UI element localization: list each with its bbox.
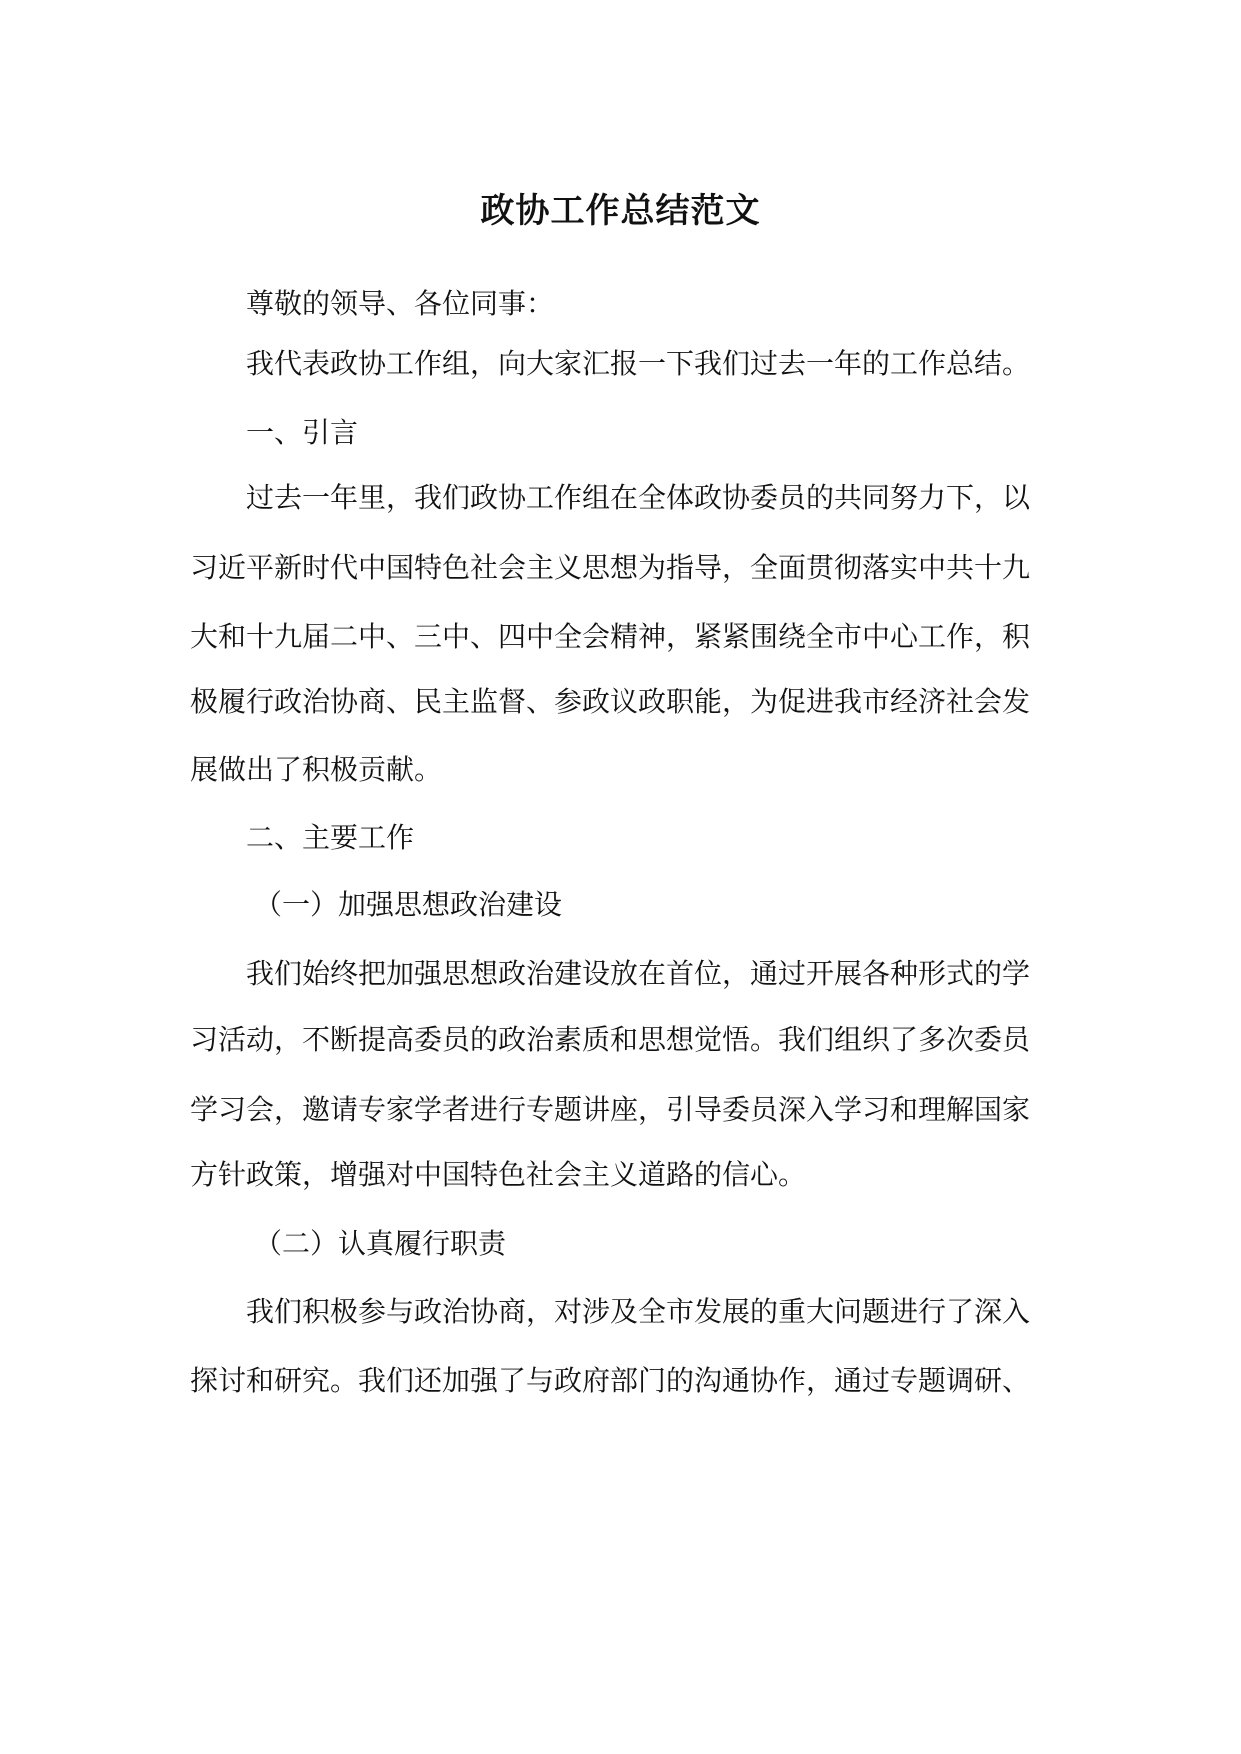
- paragraph-line: 习近平新时代中国特色社会主义思想为指导，全面贯彻落实中共十九: [190, 551, 1031, 584]
- paragraph-line: 过去一年里，我们政协工作组在全体政协委员的共同努力下，以: [246, 481, 1031, 514]
- paragraph-line: 我们积极参与政治协商，对涉及全市发展的重大问题进行了深入: [246, 1295, 1031, 1328]
- paragraph-line: 学习会，邀请专家学者进行专题讲座，引导委员深入学习和理解国家: [190, 1093, 1031, 1126]
- paragraph-line: 探讨和研究。我们还加强了与政府部门的沟通协作，通过专题调研、: [190, 1364, 1031, 1397]
- paragraph-line: 方针政策，增强对中国特色社会主义道路的信心。: [190, 1158, 807, 1191]
- paragraph-line: 我们始终把加强思想政治建设放在首位，通过开展各种形式的学: [246, 957, 1031, 990]
- paragraph-line: 习活动，不断提高委员的政治素质和思想觉悟。我们组织了多次委员: [190, 1023, 1031, 1056]
- paragraph-line: 大和十九届二中、三中、四中全会精神，紧紧围绕全市中心工作，积: [190, 620, 1031, 653]
- paragraph-line: 极履行政治协商、民主监督、参政议政职能，为促进我市经济社会发: [190, 685, 1031, 718]
- document-title: 政协工作总结范文: [480, 191, 761, 231]
- intro-line: 我代表政协工作组，向大家汇报一下我们过去一年的工作总结。: [246, 347, 1031, 380]
- section2-heading: 二、主要工作: [246, 821, 415, 854]
- paragraph-line: 展做出了积极贡献。: [190, 753, 443, 786]
- greeting-line: 尊敬的领导、各位同事：: [246, 287, 555, 320]
- section1-heading: 一、引言: [246, 416, 359, 449]
- subsection2-heading: （二）认真履行职责: [254, 1227, 507, 1260]
- subsection1-heading: （一）加强思想政治建设: [254, 888, 563, 921]
